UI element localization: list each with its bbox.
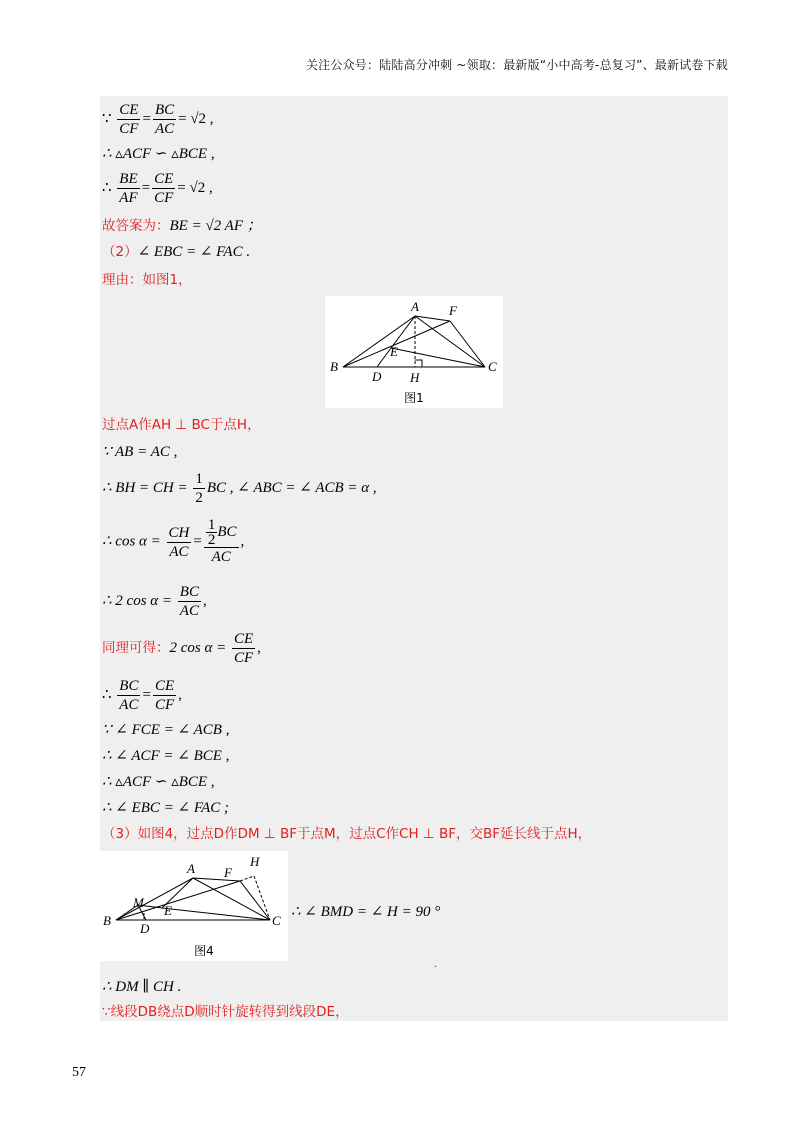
line-17: ∴ ∠ EBC = ∠ FAC ; — [102, 800, 230, 816]
label-A: A — [187, 861, 195, 876]
fraction: $\frac{BC}{AC}$ — [179, 584, 199, 619]
label-E: E — [164, 903, 172, 918]
label-C: C — [272, 913, 281, 928]
label-F: F — [449, 303, 457, 318]
label-A: A — [411, 299, 419, 314]
page-number: 57 — [72, 1065, 86, 1080]
label-B: B — [103, 913, 111, 928]
line-1: ∵ $\frac{CE}{CF}$ = $\frac{BC}{AC}$ = √2 , — [102, 102, 214, 137]
label-B: B — [330, 359, 338, 374]
line-3: ∴ $\frac{BE}{AF}$ = $\frac{CE}{CF}$ = √2 , — [102, 171, 213, 206]
line-13: ∴ $\frac{BC}{AC}$ = $\frac{CE}{CF}$ , — [102, 678, 182, 713]
label-H: H — [250, 854, 260, 869]
fraction: $\frac{BC}{AC}$ — [119, 678, 139, 713]
line-19: ∴ ∠ BMD = ∠ H = 90 ° — [291, 904, 441, 920]
line-14: ∵ ∠ FCE = ∠ ACB , — [102, 722, 230, 738]
figure-1 — [325, 296, 503, 408]
line-12: 同理可得：2 cos α = $\frac{CE}{CF}$ , — [102, 631, 261, 666]
line-9: ∴ BH = CH = $\frac{1}{2}$ BC , ∠ ABC = ∠ ACB = α , — [102, 471, 377, 506]
fraction: $\frac{1}{2}$ — [195, 471, 203, 506]
line-4: 故答案为：BE = √2 AF ； — [102, 218, 262, 234]
figure-1-caption: 图1 — [404, 391, 424, 405]
line-18: （3）如图4，过点D作DM ⊥ BF于点M，过点C作CH ⊥ BF，交BF延长线于点H， — [102, 826, 592, 842]
line-11: ∴ 2 cos α = $\frac{BC}{AC}$ , — [102, 584, 207, 619]
line-21: ∵线段DB绕点D顺时针旋转得到线段DE， — [102, 1004, 349, 1020]
label-D: D — [372, 369, 382, 384]
line-6: 理由：如图1， — [102, 272, 192, 288]
fraction: $\frac{BE}{AF}$ — [119, 171, 138, 206]
fraction: $\frac{CE}{CF}$ — [119, 102, 139, 137]
therefore-symbol: ∵ — [102, 110, 112, 127]
nested-fraction: $\frac{1}{2}$ BC AC — [204, 518, 239, 566]
page-header: 关注公众号：陆陆高分冲刺 ~领取：最新版“小中高考-总复习”、最新试卷下载 — [305, 58, 728, 72]
fraction: $\frac{CE}{CF}$ — [154, 171, 174, 206]
fraction: $\frac{BC}{AC}$ — [154, 102, 175, 137]
label-F: F — [224, 865, 232, 880]
label-C: C — [488, 359, 497, 374]
line-5: （2）∠ EBC = ∠ FAC . — [102, 244, 251, 260]
decorative-dot: . — [434, 956, 437, 970]
line-8: ∵ AB = AC , — [102, 444, 178, 460]
fraction: $\frac{CE}{CF}$ — [154, 678, 175, 713]
line-2: ∴ ▵ACF ∽ ▵BCE , — [102, 146, 215, 162]
figure-4 — [100, 851, 288, 961]
line-7: 过点A作AH ⊥ BC于点H， — [102, 417, 261, 433]
line-15: ∴ ∠ ACF = ∠ BCE , — [102, 748, 230, 764]
fraction: $\frac{CH}{AC}$ — [168, 524, 190, 560]
line-10: ∴ cos α = $\frac{CH}{AC}$ = $\frac{1}{2}$ BC AC , — [102, 517, 245, 565]
label-M: M — [133, 895, 144, 910]
figure-1-diagram — [325, 296, 503, 408]
label-H: H — [410, 370, 420, 385]
fraction: $\frac{CE}{CF}$ — [234, 631, 254, 666]
label-D: D — [140, 921, 150, 936]
label-E: E — [390, 344, 398, 359]
figure-4-diagram — [100, 851, 288, 961]
line-20: ∴ DM ∥ CH . — [102, 979, 182, 995]
figure-4-caption: 图4 — [194, 944, 214, 958]
line-16: ∴ ▵ACF ∽ ▵BCE , — [102, 774, 215, 790]
